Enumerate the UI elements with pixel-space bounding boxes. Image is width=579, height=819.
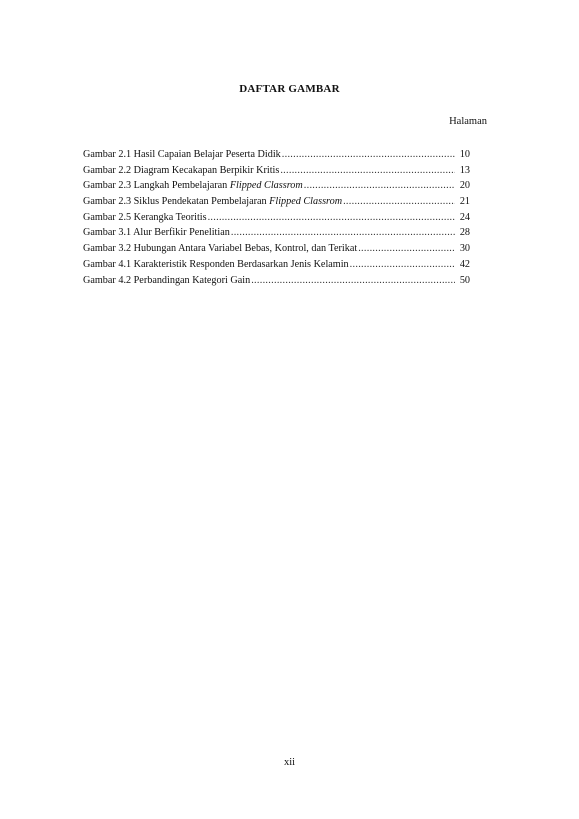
figure-entry-title: Gambar 2.5 Kerangka Teoritis [83,211,207,223]
figure-entry-title: Gambar 4.2 Perbandingan Kategori Gain [83,274,251,286]
dot-leader [358,241,455,257]
figure-entry-page: 30 [459,243,470,255]
footer-page-number: xii [283,757,296,768]
figure-list-item [83,163,470,179]
figure-list-item [83,273,470,289]
figure-entry-page: 21 [459,196,470,208]
page-column-label: Halaman [449,116,487,127]
figure-entry-title: Gambar 3.1 Alur Berfikir Penelitian [83,227,230,239]
dot-leader [208,210,455,226]
figure-entry-page: 10 [459,149,470,160]
figure-entry-title: Gambar 3.2 Hubungan Antara Variabel Bebas, Kontrol, dan Terikat [83,243,358,255]
figure-entry-title: Gambar 2.2 Diagram Kecakapan Berpikir Kritis [83,164,280,176]
figure-entry-page: 20 [459,180,470,192]
figure-entry-page: 24 [459,211,470,223]
figure-entry-title: Gambar 4.1 Karakteristik Responden Berdasarkan Jenis Kelamin [83,258,349,270]
figure-list-item [83,178,470,194]
figure-entry-page: 28 [459,227,470,239]
figure-entry-page: 50 [459,274,470,286]
figure-entry-title: Gambar 2.1 Hasil Capaian Belajar Peserta Didik [83,149,281,160]
dot-leader [343,194,455,210]
dot-leader [282,147,455,163]
figure-entry-title: Gambar 2.3 Langkah Pembelajaran Flipped Classrom [83,180,303,192]
dot-leader [280,163,455,179]
figure-list-item [83,147,470,163]
figure-list-item [83,210,470,226]
figure-entry-page: 42 [459,258,470,270]
figure-list-item [83,194,470,210]
figure-list-item [83,225,470,241]
figure-list-item [83,257,470,273]
dot-leader [231,225,455,241]
page-title: DAFTAR GAMBAR [239,83,340,95]
figure-entry-title: Gambar 2.3 Siklus Pendekatan Pembelajaran Flipped Classrom [83,196,343,208]
figure-list [83,147,470,288]
dot-leader [350,257,455,273]
dot-leader [251,273,455,289]
figure-entry-page: 13 [459,164,470,176]
dot-leader [304,178,455,194]
figure-list-item [83,241,470,257]
